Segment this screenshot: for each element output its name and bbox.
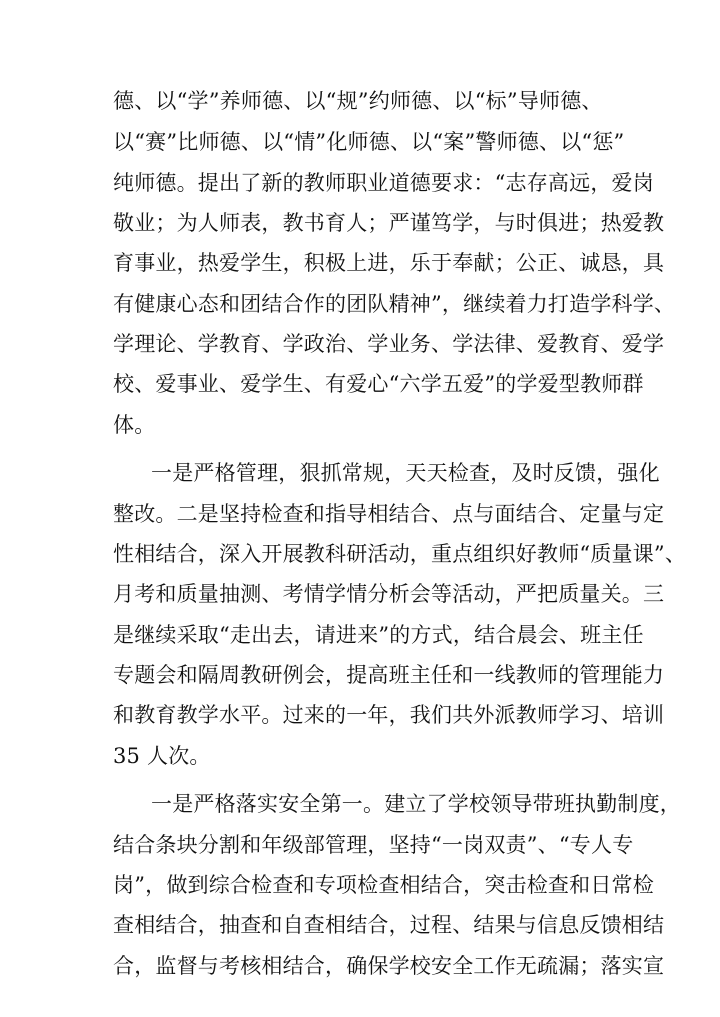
paragraph-2-line-7: 和教育教学水平。过来的一年，我们共外派教师学习、培训 — [113, 703, 665, 727]
paragraph-1-line-8: 校、爱事业、爱学生、有爱心“六学五爱”的学爱型教师群 — [113, 372, 644, 396]
paragraph-1-line-7: 学理论、学教育、学政治、学业务、学法律、爱教育、爱学 — [113, 332, 665, 356]
paragraph-2-line-1: 一是严格管理，狠抓常规，天天检查，及时反馈，强化 — [151, 461, 660, 485]
paragraph-2-line-3: 性相结合，深入开展教科研活动，重点组织好教师“质量课”、 — [113, 542, 687, 566]
paragraph-3-line-1: 一是严格落实安全第一。建立了学校领导带班执勤制度， — [151, 792, 681, 816]
paragraph-1-line-5: 育事业，热爱学生，积极上进，乐于奉献；公正、诚恳，具 — [113, 251, 665, 275]
paragraph-2-line-4: 月考和质量抽测、考情学情分析会等活动，严把质量关。三 — [113, 582, 665, 606]
paragraph-3-line-3: 岗”，做到综合检查和专项检查相结合，突击检查和日常检 — [113, 873, 654, 897]
paragraph-2-line-8: 35 人次。 — [113, 744, 211, 768]
paragraph-1-line-4: 敬业；为人师表，教书育人；严谨笃学，与时俱进；热爱教 — [113, 211, 665, 235]
paragraph-3-line-4: 查相结合，抽查和自查相结合，过程、结果与信息反馈相结 — [113, 913, 665, 937]
paragraph-2-line-5: 是继续采取“走出去，请进来”的方式，结合晨会、班主任 — [113, 623, 644, 647]
paragraph-2-line-6: 专题会和隔周教研例会，提高班主任和一线教师的管理能力 — [113, 663, 665, 687]
paragraph-1-line-2: 以“赛”比师德、以“情”化师德、以“案”警师德、以“惩” — [113, 130, 625, 154]
paragraph-1-line-9: 体。 — [113, 413, 156, 437]
paragraph-1-line-6: 有健康心态和团结合作的团队精神”，继续着力打造学科学、 — [113, 292, 676, 316]
paragraph-2-line-2: 整改。二是坚持检查和指导相结合、点与面结合、定量与定 — [113, 502, 665, 526]
paragraph-1-line-1: 德、以“学”养师德、以“规”约师德、以“标”导师德、 — [113, 89, 603, 113]
paragraph-1-line-3: 纯师德。提出了新的教师职业道德要求：“志存高远，爱岗 — [113, 171, 654, 195]
paragraph-3-line-2: 结合条块分割和年级部管理，坚持“一岗双责”、“专人专 — [113, 833, 634, 857]
paragraph-3-line-5: 合，监督与考核相结合，确保学校安全工作无疏漏；落实宣 — [113, 954, 665, 978]
